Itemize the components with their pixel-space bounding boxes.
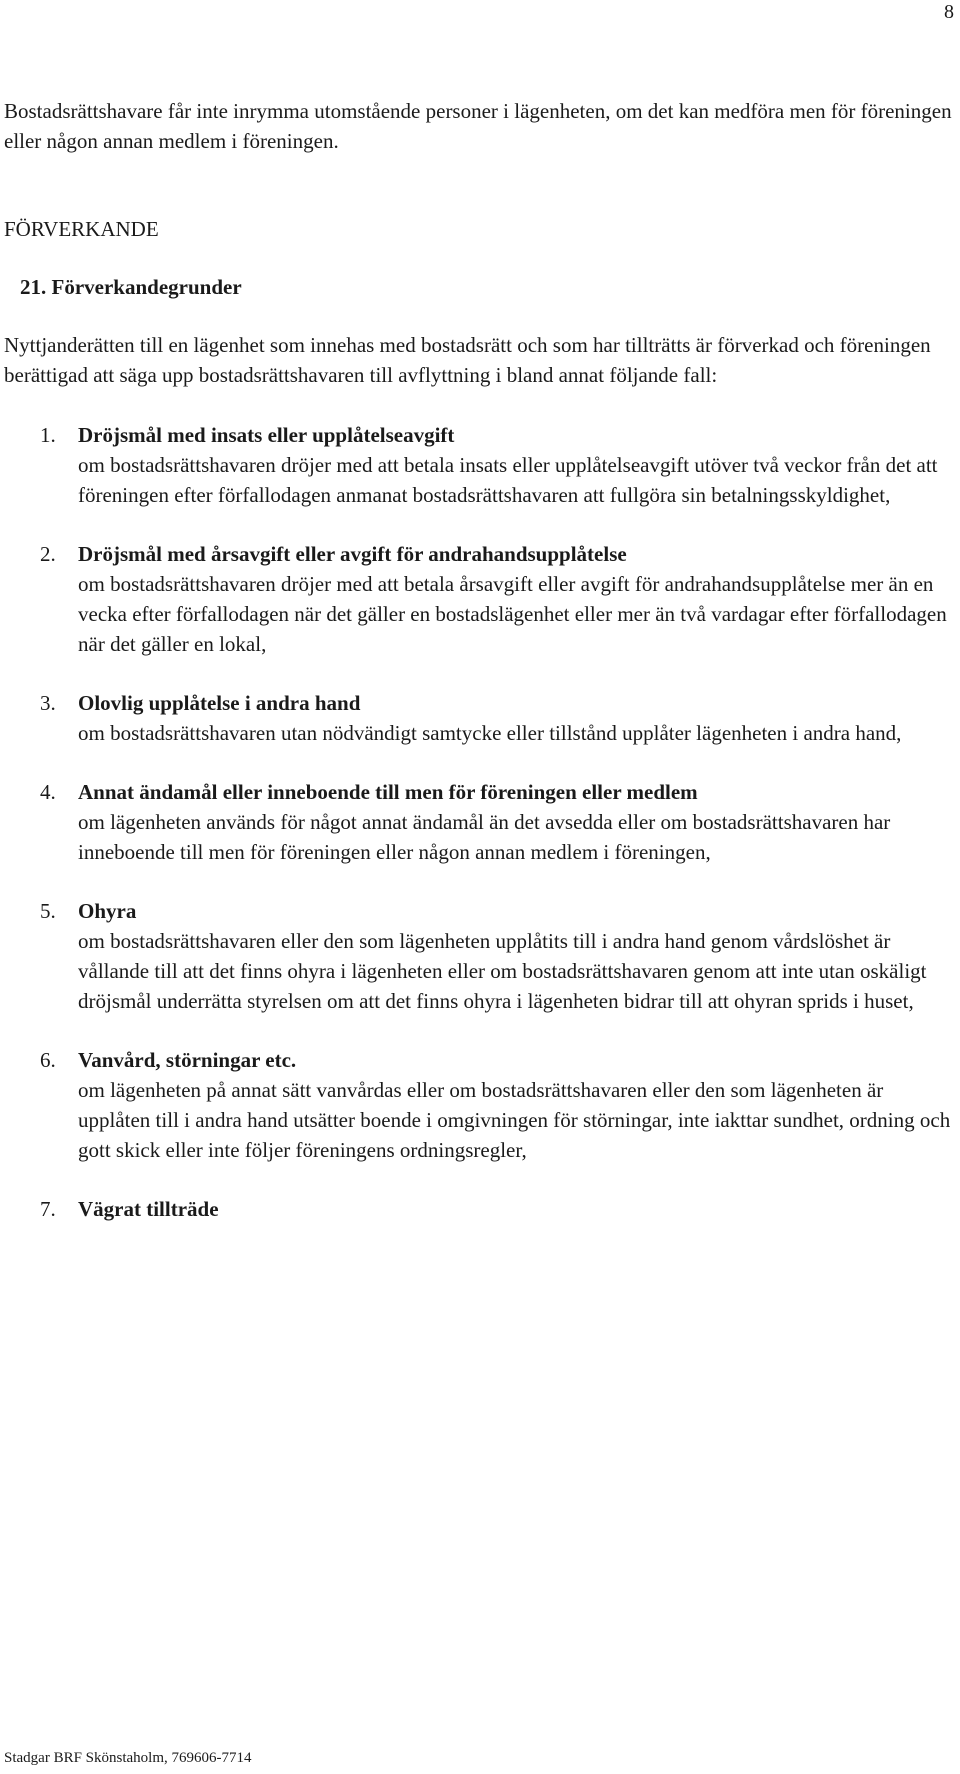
list-item-text: om lägenheten används för något annat ändamål än det avsedda eller om bostadsrättshavaren har inneboende till men för föreningen eller någon annan medlem i föreningen, (78, 810, 891, 864)
list-item-text: om bostadsrättshavaren dröjer med att betala insats eller upplåtelseavgift utöver två veckor från det att föreningen efter förfallodagen anmanat bostadsrättshavaren att fullgöra sin betalningsskyldighet, (78, 453, 938, 507)
list-item-title: Ohyra (78, 899, 137, 923)
list-item (4, 539, 956, 659)
list-item-number: 4. (40, 780, 56, 804)
intro-paragraph: Bostadsrättshavare får inte inrymma utomstående personer i lägenheten, om det kan medföra men för föreningen eller någon annan medlem i föreningen. (4, 99, 952, 153)
list-item-title: Olovlig upplåtelse i andra hand (78, 691, 361, 715)
list-item-text: om lägenheten på annat sätt vanvårdas eller om bostadsrättshavaren eller den som lägenheten är upplåten till i andra hand utsätter boende i omgivningen för störningar, inte iakttar sundhet, ordning och gott skick eller inte följer föreningens ordningsregler, (78, 1078, 951, 1162)
list-item-number: 7. (40, 1197, 56, 1221)
page-number: 8 (944, 1, 954, 23)
page-footer: Stadgar BRF Skönstaholm, 769606-7714 (4, 1750, 252, 1766)
list-item-number: 6. (40, 1048, 56, 1072)
section-heading: FÖRVERKANDE (4, 217, 159, 241)
list-item (4, 688, 956, 748)
list-item-title: Dröjsmål med årsavgift eller avgift för andrahandsupplåtelse (78, 542, 627, 566)
list-item (4, 1045, 956, 1165)
list-item-text: om bostadsrättshavaren dröjer med att betala årsavgift eller avgift för andrahandsupplåtelse mer än en vecka efter förfallodagen när det gäller en bostadslägenhet eller mer än två vardagar efter förfallodagen när det gäller en lokal, (78, 572, 947, 656)
list-item (4, 777, 956, 867)
subsection-heading: 21. Förverkandegrunder (20, 275, 242, 299)
list-item-title: Annat ändamål eller inneboende till men för föreningen eller medlem (78, 780, 698, 804)
list-item-number: 2. (40, 542, 56, 566)
list-item-title: Dröjsmål med insats eller upplåtelseavgift (78, 423, 455, 447)
list-item-text: om bostadsrättshavaren utan nödvändigt samtycke eller tillstånd upplåter lägenheten i andra hand, (78, 721, 902, 745)
list-item-text: om bostadsrättshavaren eller den som lägenheten upplåtits till i andra hand genom vårdslöshet är vållande till att det finns ohyra i lägenheten eller om bostadsrättshavaren genom att inte utan oskäligt dröjsmål underrätta styrelsen om att det finns ohyra i lägenheten bidrar till att ohyran sprids i huset, (78, 929, 927, 1013)
list-item (4, 1194, 956, 1224)
forfeiture-grounds-list (4, 420, 956, 1224)
list-item-number: 3. (40, 691, 56, 715)
list-item (4, 896, 956, 1016)
document-body (4, 96, 956, 1253)
list-item-number: 5. (40, 899, 56, 923)
list-item (4, 420, 956, 510)
list-item-number: 1. (40, 423, 56, 447)
list-item-title: Vägrat tillträde (78, 1197, 219, 1221)
list-item-title: Vanvård, störningar etc. (78, 1048, 297, 1072)
section-body-paragraph: Nyttjanderätten till en lägenhet som innehas med bostadsrätt och som har tillträtts är förverkad och föreningen berättigad att säga upp bostadsrättshavaren till avflyttning i bland annat följande fall: (4, 333, 931, 387)
